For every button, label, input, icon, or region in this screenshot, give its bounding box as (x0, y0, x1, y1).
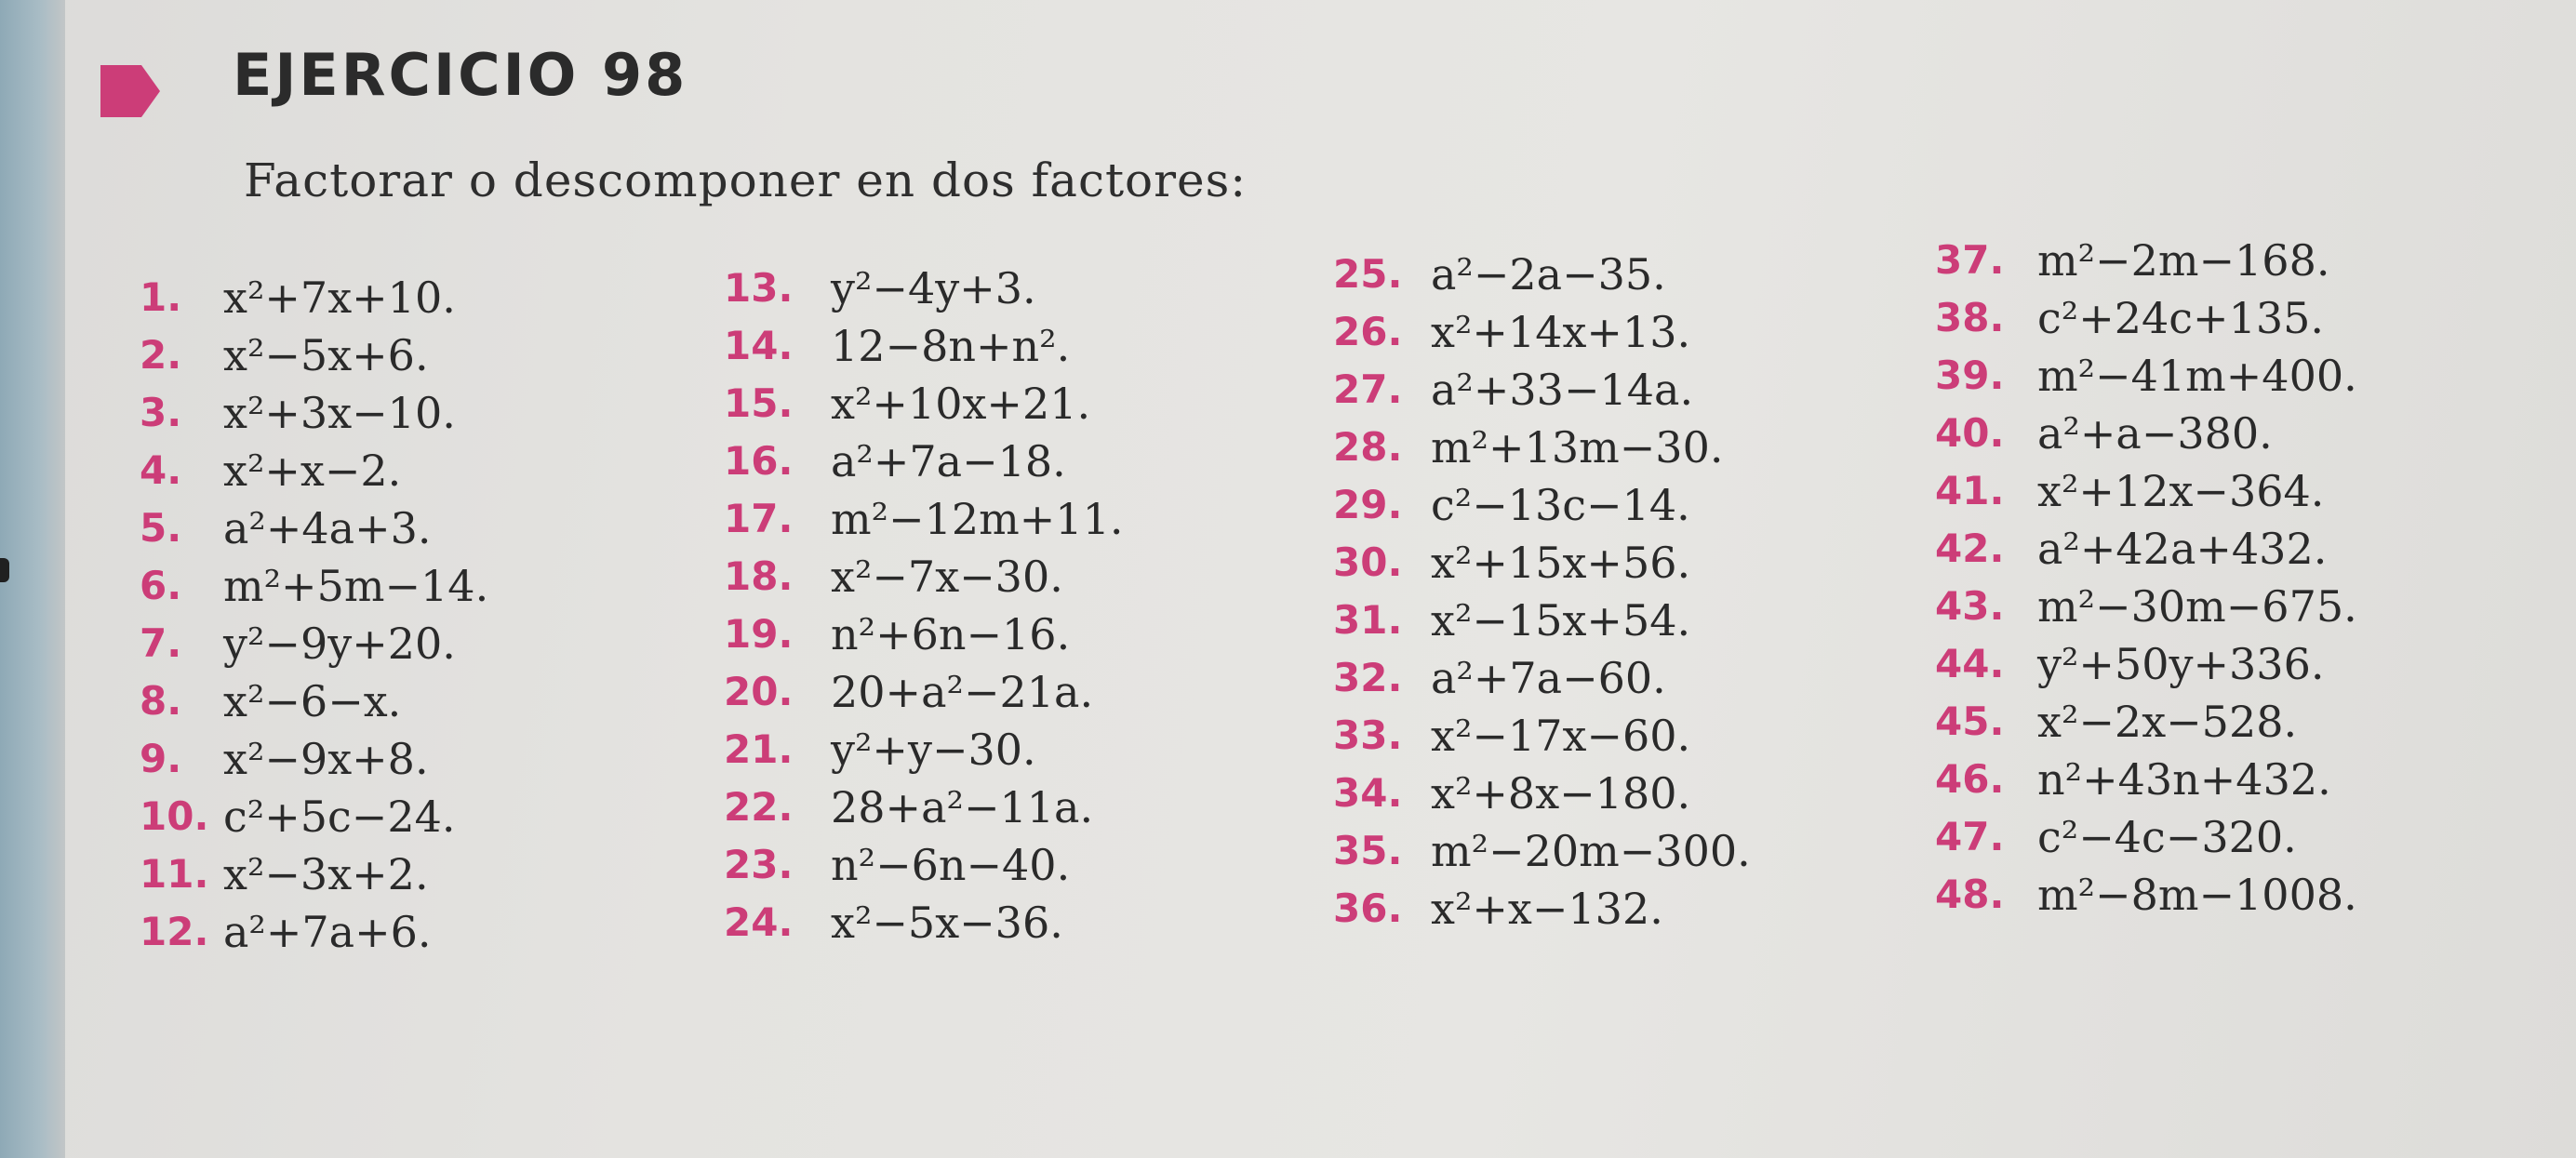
exercise-item (1935, 233, 2329, 288)
exercise-number: 36. (1333, 885, 1403, 931)
exercise-number: 4. (140, 447, 182, 493)
exercise-item (1935, 521, 2327, 577)
exercise-expression: c²−4c−320. (2037, 812, 2297, 862)
exercise-expression: a²+7a−18. (831, 436, 1066, 486)
exercise-item (724, 606, 1070, 662)
exercise-number: 31. (1333, 597, 1403, 643)
exercise-expression: c²+5c−24. (223, 792, 456, 842)
exercise-number: 18. (724, 553, 794, 599)
exercise-number: 40. (1935, 410, 2005, 456)
exercise-number: 13. (724, 265, 794, 311)
exercise-number: 37. (1935, 237, 2005, 283)
exercise-number: 44. (1935, 641, 2005, 686)
exercise-instruction: Factorar o descomponer en dos factores: (244, 153, 1248, 207)
exercise-expression: y²−4y+3. (831, 263, 1036, 313)
exercise-expression: a²+4a+3. (223, 503, 432, 553)
exercise-expression: y²+50y+336. (2037, 639, 2325, 689)
exercise-item (1935, 406, 2273, 461)
exercise-expression: x²+3x−10. (223, 388, 456, 438)
exercise-expression: x²+12x−364. (2037, 466, 2325, 516)
exercise-item (724, 722, 1036, 778)
exercise-item (140, 616, 456, 672)
exercise-item (724, 376, 1090, 432)
exercise-item (1333, 362, 1693, 418)
exercise-expression: m²+13m−30. (1431, 422, 1724, 473)
page-binding-edge (0, 0, 65, 1158)
exercise-expression: x²−15x+54. (1431, 595, 1691, 646)
exercise-expression: a²+a−380. (2037, 408, 2273, 459)
exercise-expression: m²−41m+400. (2037, 351, 2357, 401)
exercise-number: 47. (1935, 814, 2005, 859)
exercise-expression: x²−6−x. (223, 676, 402, 726)
exercise-expression: x²+x−132. (1431, 884, 1663, 934)
exercise-item (724, 318, 1070, 374)
exercise-expression: m²−30m−675. (2037, 581, 2357, 632)
exercise-item (1935, 694, 2297, 750)
exercise-item (724, 895, 1063, 951)
exercise-item (724, 433, 1066, 489)
exercise-number: 42. (1935, 526, 2005, 571)
exercise-item (140, 789, 455, 845)
exercise-number: 28. (1333, 424, 1403, 470)
exercise-number: 48. (1935, 872, 2005, 917)
exercise-expression: n²+6n−16. (831, 609, 1071, 659)
exercise-number: 16. (724, 438, 794, 484)
exercise-number: 24. (724, 899, 794, 945)
exercise-item (724, 837, 1070, 893)
exercise-item (140, 500, 432, 556)
exercise-item (1333, 823, 1751, 879)
exercise-expression: x²+14x+13. (1431, 307, 1691, 357)
exercise-expression: x²+x−2. (223, 446, 402, 496)
exercise-number: 15. (724, 380, 794, 426)
exercise-item (724, 549, 1063, 605)
exercise-item (724, 260, 1036, 316)
exercise-number: 41. (1935, 468, 2005, 513)
exercise-expression: 20+a²−21a. (831, 667, 1094, 717)
exercise-expression: x²−7x−30. (831, 552, 1063, 602)
exercise-number: 12. (140, 909, 209, 954)
exercise-expression: c²−13c−14. (1431, 480, 1690, 530)
exercise-item (1935, 867, 2357, 923)
exercise-expression: a²+42a+432. (2037, 524, 2328, 574)
exercise-number: 27. (1333, 366, 1403, 412)
exercise-number: 38. (1935, 295, 2005, 340)
exercise-number: 20. (724, 669, 794, 714)
exercise-number: 46. (1935, 756, 2005, 802)
exercise-expression: x²+8x−180. (1431, 768, 1691, 819)
exercise-expression: x²−5x−36. (831, 898, 1063, 948)
exercise-expression: x²+10x+21. (831, 379, 1091, 429)
exercise-item (1333, 304, 1690, 360)
exercise-number: 25. (1333, 251, 1403, 297)
exercise-item (1333, 650, 1666, 706)
exercise-number: 9. (140, 736, 182, 781)
exercise-item (140, 385, 456, 441)
exercise-expression: a²−2a−35. (1431, 249, 1666, 299)
exercise-number: 33. (1333, 712, 1403, 758)
exercise-expression: m²−2m−168. (2037, 235, 2330, 286)
exercise-item (1333, 592, 1690, 648)
exercise-item (140, 558, 488, 614)
exercise-expression: 28+a²−11a. (831, 782, 1094, 832)
exercise-item (1935, 463, 2324, 519)
exercise-item (1333, 246, 1666, 302)
exercise-number: 17. (724, 496, 794, 541)
exercise-item (1333, 708, 1690, 764)
exercise-number: 39. (1935, 353, 2005, 398)
exercise-expression: m²−20m−300. (1431, 826, 1751, 876)
exercise-title: EJERCICIO 98 (233, 41, 688, 109)
exercise-number: 21. (724, 726, 794, 772)
exercise-number: 2. (140, 332, 182, 378)
exercise-number: 43. (1935, 583, 2005, 629)
exercise-item (1333, 419, 1723, 475)
exercise-item (1935, 348, 2357, 404)
exercise-expression: m²+5m−14. (223, 561, 489, 611)
exercise-item (1333, 535, 1690, 591)
exercise-item (724, 491, 1123, 547)
section-marker-icon (100, 65, 160, 117)
exercise-number: 1. (140, 274, 182, 320)
exercise-expression: y²−9y+20. (223, 619, 456, 669)
exercise-number: 6. (140, 563, 182, 608)
exercise-number: 32. (1333, 655, 1403, 700)
exercise-expression: x²−17x−60. (1431, 711, 1691, 761)
exercise-item (724, 779, 1093, 835)
exercise-item (1935, 752, 2331, 807)
exercise-item (1333, 765, 1690, 821)
exercise-number: 45. (1935, 699, 2005, 744)
exercise-expression: x²+15x+56. (1431, 538, 1691, 588)
exercise-expression: n²+43n+432. (2037, 754, 2331, 805)
exercise-expression: m²−8m−1008. (2037, 870, 2357, 920)
exercise-number: 8. (140, 678, 182, 724)
exercise-expression: x²−2x−528. (2037, 697, 2298, 747)
exercise-item (140, 270, 456, 326)
exercise-expression: m²−12m+11. (831, 494, 1124, 544)
exercise-item (1935, 579, 2357, 634)
exercise-number: 7. (140, 620, 182, 666)
exercise-item (1333, 881, 1663, 937)
exercise-number: 26. (1333, 309, 1403, 354)
exercise-number: 10. (140, 793, 209, 839)
exercise-number: 30. (1333, 539, 1403, 585)
exercise-expression: x²+7x+10. (223, 273, 456, 323)
exercise-expression: 12−8n+n². (831, 321, 1071, 371)
exercise-item (140, 904, 432, 960)
exercise-expression: x²−3x+2. (223, 849, 429, 899)
exercise-number: 5. (140, 505, 182, 551)
exercise-item (1935, 636, 2324, 692)
exercise-number: 19. (724, 611, 794, 657)
exercise-expression: y²+y−30. (831, 725, 1036, 775)
exercise-number: 29. (1333, 482, 1403, 527)
exercise-expression: x²−5x+6. (223, 330, 429, 380)
exercise-expression: a²+7a−60. (1431, 653, 1666, 703)
exercise-item (1935, 290, 2324, 346)
exercise-item (140, 846, 429, 902)
exercise-expression: a²+33−14a. (1431, 365, 1694, 415)
exercise-expression: a²+7a+6. (223, 907, 432, 957)
exercise-expression: n²−6n−40. (831, 840, 1071, 890)
exercise-number: 35. (1333, 828, 1403, 873)
exercise-item (140, 673, 401, 729)
exercise-number: 34. (1333, 770, 1403, 816)
exercise-expression: c²+24c+135. (2037, 293, 2325, 343)
exercise-number: 11. (140, 851, 209, 897)
exercise-item (140, 443, 401, 499)
exercise-number: 14. (724, 323, 794, 368)
exercise-expression: x²−9x+8. (223, 734, 429, 784)
exercise-number: 23. (724, 842, 794, 887)
exercise-item (724, 664, 1093, 720)
spine-mark (0, 558, 9, 582)
exercise-number: 22. (724, 784, 794, 830)
exercise-item (140, 731, 429, 787)
exercise-number: 3. (140, 390, 182, 435)
exercise-item (1333, 477, 1690, 533)
exercise-item (140, 327, 429, 383)
exercise-item (1935, 809, 2297, 865)
